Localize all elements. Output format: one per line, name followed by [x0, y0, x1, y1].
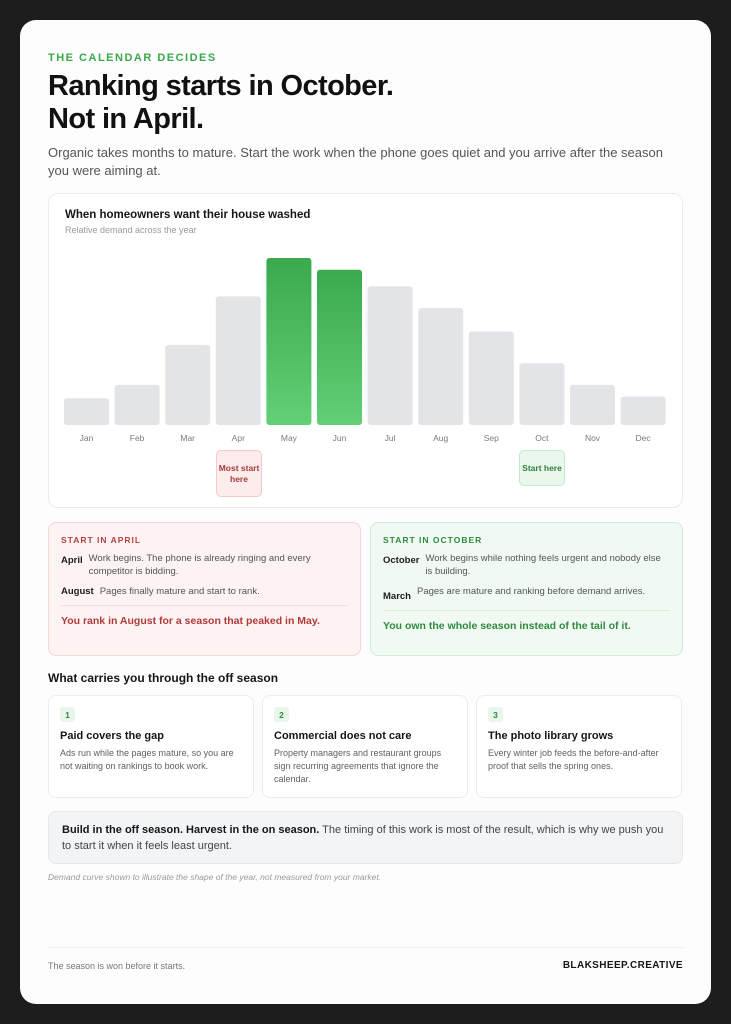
chart-subtitle: Relative demand across the year: [65, 225, 197, 235]
bar-jan: [64, 398, 109, 425]
start-in-october-panel: [370, 522, 683, 656]
footer-tagline: The season is won before it starts.: [48, 961, 186, 971]
row-value: Work begins. The phone is already ringing and every competitor is bidding.: [88, 553, 311, 577]
divider: [383, 610, 670, 611]
october-panel-label: START IN OCTOBER: [383, 535, 483, 545]
tick-label-nov: Nov: [584, 433, 601, 443]
brand-logo: BLAKSHEEP.CREATIVE: [562, 960, 683, 971]
tick-label-may: May: [280, 433, 297, 443]
october-row: [383, 585, 670, 603]
divider: [61, 605, 348, 606]
offseason-section-title: What carries you through the off season: [48, 671, 279, 685]
headline-line-1: Ranking starts in October.: [48, 70, 394, 102]
april-result: You rank in August for a season that peaked in May.: [61, 615, 320, 627]
bar-feb: [115, 385, 160, 425]
tick-label-dec: Dec: [635, 433, 651, 443]
demand-chart: [49, 194, 684, 509]
october-result: You own the whole season instead of the tail of it.: [383, 620, 631, 632]
start-in-april-panel: [48, 522, 361, 656]
tick-label-jun: Jun: [332, 433, 347, 443]
bar-nov: [570, 385, 615, 425]
row-value: Pages are mature and ranking before demand arrives.: [416, 586, 646, 597]
tile-title: Paid covers the gap: [60, 730, 164, 742]
callout-bold: Build in the off season. Harvest in the on season.: [62, 824, 320, 836]
tick-label-mar: Mar: [180, 433, 196, 443]
marker-start-here: Start here: [519, 450, 565, 486]
october-row: [383, 552, 670, 578]
tick-label-jul: Jul: [384, 433, 396, 443]
bar-aug: [418, 308, 463, 425]
summary-callout: [48, 811, 683, 864]
bar-oct: [519, 363, 564, 425]
offseason-tile: [262, 695, 468, 798]
row-key: March: [383, 591, 411, 602]
footer-divider: [48, 947, 683, 948]
page-card: [20, 20, 711, 1004]
eyebrow: THE CALENDAR DECIDES: [48, 52, 217, 64]
april-row: [61, 552, 348, 578]
row-key: August: [61, 586, 94, 597]
tile-number-badge: 3: [488, 707, 503, 722]
row-key: April: [61, 555, 83, 566]
callout-text: The timing of this work is most of the result, which is why we push you to start it when it feels least urgent.: [62, 824, 664, 852]
tick-label-sep: Sep: [483, 433, 499, 443]
bar-mar: [165, 345, 210, 425]
headline-line-2: Not in April.: [48, 103, 204, 135]
bar-sep: [469, 331, 514, 425]
tick-label-aug: Aug: [433, 433, 449, 443]
chart-title: When homeowners want their house washed: [65, 209, 311, 221]
row-value: Work begins while nothing feels urgent and nobody else is building.: [425, 553, 661, 577]
bar-jun: [317, 270, 362, 425]
tile-number-badge: 2: [274, 707, 289, 722]
april-panel-label: START IN APRIL: [61, 535, 142, 545]
row-key: October: [383, 555, 420, 566]
tick-label-oct: Oct: [535, 433, 549, 443]
footnote: Demand curve shown to illustrate the shape of the year, not measured from your market.: [48, 872, 382, 882]
bar-jul: [368, 286, 413, 425]
demand-chart-panel: [48, 193, 683, 508]
intro-text: Organic takes months to mature. Start the work when the phone goes quiet and you arrive after the season you were aiming at.: [48, 145, 663, 178]
row-value: Pages finally mature and start to rank.: [99, 586, 260, 597]
marker-most-start-here: Most start here: [216, 450, 262, 497]
april-row: [61, 585, 348, 598]
page-title: [48, 70, 648, 136]
offseason-tile: [48, 695, 254, 798]
tile-title: The photo library grows: [488, 730, 614, 742]
tile-body: Property managers and restaurant groups sign recurring agreements that ignore the calendar.: [274, 748, 442, 784]
bar-apr: [216, 296, 261, 425]
tick-label-feb: Feb: [129, 433, 145, 443]
tile-number-badge: 1: [60, 707, 75, 722]
tick-label-apr: Apr: [231, 433, 245, 443]
tile-body: Every winter job feeds the before-and-after proof that sells the spring ones.: [488, 748, 659, 771]
bar-may: [266, 258, 311, 425]
tick-label-jan: Jan: [79, 433, 94, 443]
tile-body: Ads run while the pages mature, so you are not waiting on rankings to book work.: [60, 748, 234, 771]
offseason-tile: [476, 695, 682, 798]
tile-title: Commercial does not care: [274, 730, 412, 742]
bar-dec: [621, 397, 666, 425]
